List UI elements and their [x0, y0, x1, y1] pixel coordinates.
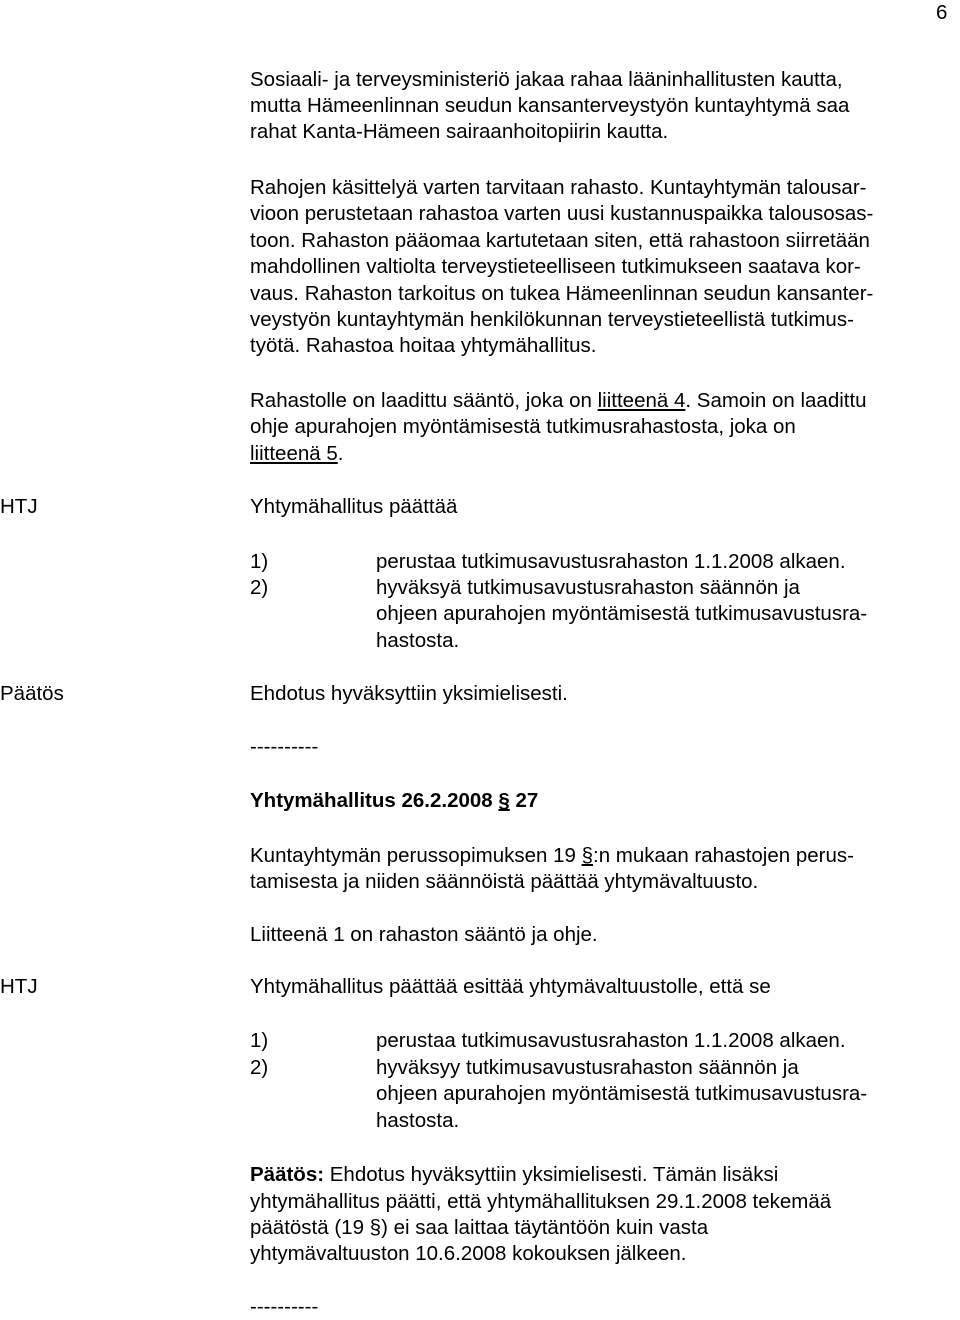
proposal-heading-1: Yhtymähallitus päättää [250, 495, 458, 518]
paragraph-2-line-1: Rahojen käsittelyä varten tarvitaan rahasto. Kuntayhtymän talousar- [250, 176, 867, 199]
paragraph-1-line-3: rahat Kanta-Hämeen sairaanhoitopiirin kautta. [250, 120, 669, 143]
item-number: 2) [250, 576, 269, 599]
item-number: 2) [250, 1056, 269, 1079]
htj-label-2: HTJ [0, 975, 38, 998]
paragraph-2-line-6: veystyön kuntayhtymän henkilökunnan terveystieteellistä tutkimus- [250, 308, 854, 331]
separator-2: ---------- [250, 1295, 319, 1318]
proposal-1-item-2 [250, 575, 800, 601]
item-text: perustaa tutkimusavustusrahaston 1.1.2008 alkaen. [376, 550, 846, 573]
decision-bold-label: Päätös: [250, 1163, 325, 1186]
proposal-1-item-1 [250, 549, 846, 575]
section-sign: § [498, 789, 510, 812]
paragraph-1-line-2: mutta Hämeenlinnan seudun kansanterveystyön kuntayhtymä saa [250, 94, 850, 117]
item-number: 1) [250, 550, 269, 573]
attachment-5-link[interactable]: liitteenä 5 [250, 442, 338, 465]
section-number: 27 [509, 789, 539, 812]
decision-text-1: Ehdotus hyväksyttiin yksimielisesti. [250, 682, 568, 705]
paragraph-3-line-2: ohje apurahojen myöntämisestä tutkimusrahastosta, joka on [250, 415, 796, 438]
paragraph-2-line-3: toon. Rahaston pääomaa kartutetaan siten, että rahastoon siirretään [250, 229, 870, 252]
paragraph-3-text-post: . Samoin on laadittu [685, 389, 867, 412]
item-number: 1) [250, 1029, 269, 1052]
s2-paragraph-1-line-1 [250, 843, 854, 869]
attachment-4-link[interactable]: liitteenä 4 [597, 389, 686, 412]
paragraph-2-line-7: työtä. Rahastoa hoitaa yhtymähallitus. [250, 334, 597, 357]
paragraph-3-line-3 [250, 441, 343, 467]
section-sign: § [581, 844, 594, 867]
paragraph-2-line-4: mahdollinen valtiolta terveystieteelliseen tutkimukseen saatava kor- [250, 255, 861, 278]
decision-2-line-1 [250, 1162, 778, 1188]
s2-text: Kuntayhtymän perussopimuksen 19 [250, 844, 582, 867]
htj-label-1: HTJ [0, 495, 38, 518]
proposal-2-item-2-line-3: hastosta. [376, 1109, 460, 1132]
item-text: hyväksyä tutkimusavustusrahaston säännön ja [376, 576, 800, 599]
s2-text-post: :n mukaan rahastojen perus- [593, 844, 854, 867]
proposal-2-item-2-line-2: ohjeen apurahojen myöntämisestä tutkimusavustusra- [376, 1082, 868, 1105]
paragraph-3-text: Rahastolle on laadittu sääntö, joka on [250, 389, 598, 412]
page-number: 6 [936, 1, 948, 24]
paragraph-2-line-5: vaus. Rahaston tarkoitus on tukea Hämeenlinnan seudun kansanter- [250, 282, 874, 305]
decision-2-line-3: päätöstä (19 §) ei saa laittaa täytäntöön kuin vasta [250, 1216, 709, 1239]
paragraph-1-line-1: Sosiaali- ja terveysministeriö jakaa rahaa lääninhallitusten kautta, [250, 68, 843, 91]
s2-paragraph-1-line-2: tamisesta ja niiden säännöistä päättää yhtymävaltuusto. [250, 870, 759, 893]
proposal-1-item-2-line-2: ohjeen apurahojen myöntämisestä tutkimusavustusra- [376, 602, 868, 625]
paragraph-3-end: . [337, 442, 344, 465]
item-text: hyväksyy tutkimusavustusrahaston säännön ja [376, 1056, 799, 1079]
paragraph-3-line-1 [250, 388, 867, 414]
meeting-heading [250, 788, 538, 814]
proposal-1-item-2-line-3: hastosta. [376, 629, 460, 652]
proposal-2-item-1 [250, 1028, 846, 1054]
proposal-heading-2: Yhtymähallitus päättää esittää yhtymävaltuustolle, että se [250, 975, 771, 998]
decision-2-line-4: yhtymävaltuuston 10.6.2008 kokouksen jälkeen. [250, 1242, 687, 1265]
decision-text: Ehdotus hyväksyttiin yksimielisesti. Tämän lisäksi [324, 1163, 779, 1186]
decision-label: Päätös [0, 682, 64, 705]
item-text: perustaa tutkimusavustusrahaston 1.1.2008 alkaen. [376, 1029, 846, 1052]
proposal-2-item-2 [250, 1055, 799, 1081]
decision-2-line-2: yhtymähallitus päätti, että yhtymähallituksen 29.1.2008 tekemää [250, 1190, 832, 1213]
s2-paragraph-2: Liitteenä 1 on rahaston sääntö ja ohje. [250, 923, 598, 946]
meeting-heading-text: Yhtymähallitus 26.2.2008 [250, 789, 499, 812]
paragraph-2-line-2: vioon perustetaan rahastoa varten uusi kustannuspaikka talousosas- [250, 202, 874, 225]
separator-1: ---------- [250, 735, 319, 758]
